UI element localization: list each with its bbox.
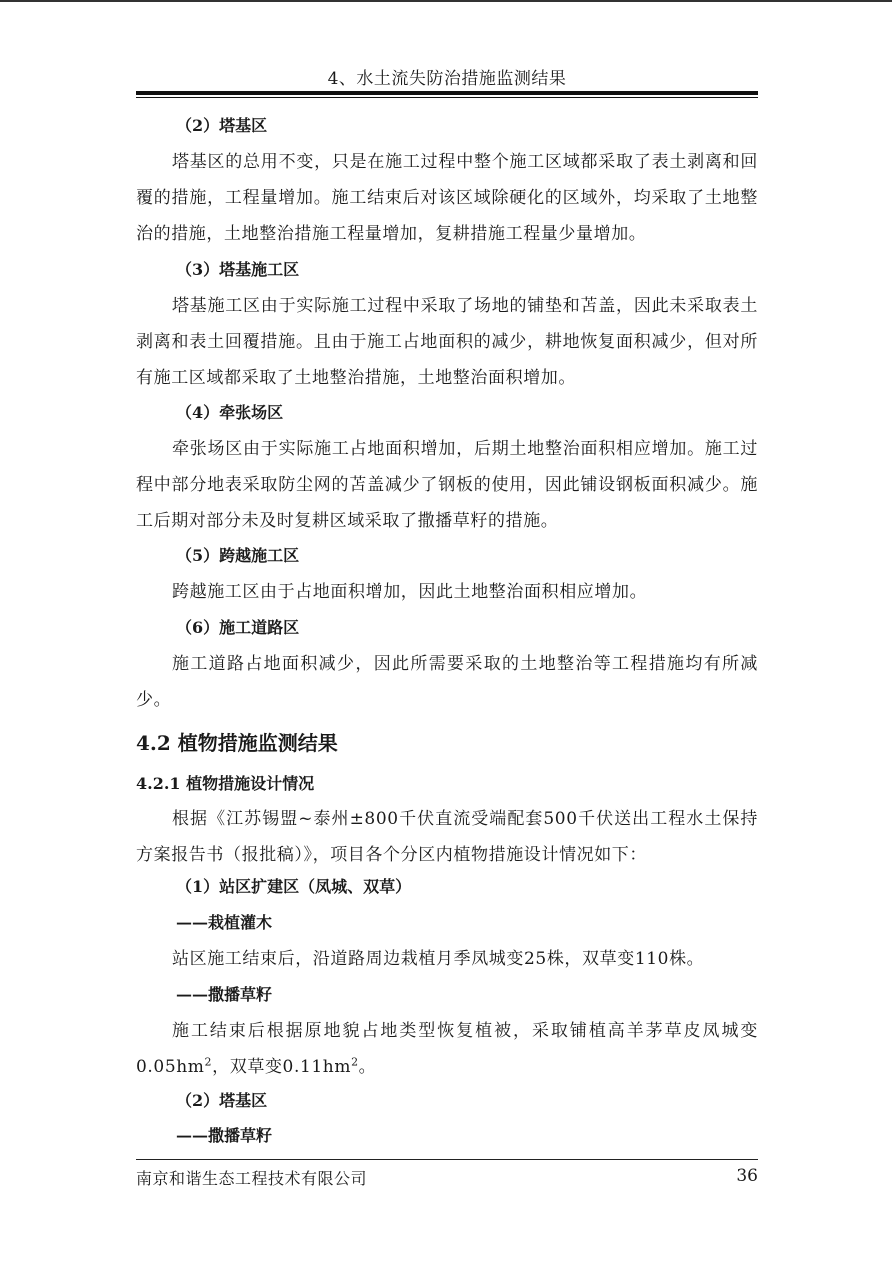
tower-base-title: （2）塔基区 (176, 1091, 268, 1110)
section-road-title: （6）施工道路区 (176, 618, 300, 637)
unit-superscript: 2 (204, 1055, 213, 1069)
heading-4-2: 4.2 植物措施监测结果 (136, 731, 338, 755)
station-shrub-label: ——栽植灌木 (176, 913, 273, 932)
header-rule-thin (136, 97, 758, 98)
heading-4-2-1: 4.2.1 植物措施设计情况 (136, 774, 315, 793)
header-rule-thick (136, 91, 758, 95)
unit-superscript: 2 (351, 1055, 359, 1069)
section-tower-base-text: 塔基区的总用不变，只是在施工过程中整个施工区域都采取了表土剥离和回覆的措施，工程量增加。施工结束后对该区域除硬化的区域外，均采取了土地整治的措施，土地整治措施工程量增加，复耕措施工程量少量增加。 (136, 152, 758, 244)
section-tension-field-title: （4）牵张场区 (176, 403, 284, 422)
intro-paragraph: 根据《江苏锡盟~泰州±800千伏直流受端配套500千伏送出工程水土保持方案报告书（报批稿）》，项目各个分区内植物措施设计情况如下： (136, 809, 758, 865)
section-crossing-text: 跨越施工区由于占地面积增加，因此土地整治面积相应增加。 (172, 582, 648, 602)
running-header: 4、水土流失防治措施监测结果 (327, 69, 567, 89)
section-tension-field-text: 牵张场区由于实际施工占地面积增加，后期土地整治面积相应增加。施工过程中部分地表采取防尘网的苫盖减少了钢板的使用，因此铺设钢板面积减少。施工后期对部分未及时复耕区域采取了撒播草籽的措施。 (136, 439, 758, 531)
section-tower-construction-title: （3）塔基施工区 (176, 260, 300, 279)
section-road-text: 施工道路占地面积减少，因此所需要采取的土地整治等工程措施均有所减少。 (136, 654, 758, 710)
station-shrub-text: 站区施工结束后，沿道路周边栽植月季凤城变25株，双草变110株。 (172, 949, 705, 969)
page-top-edge (0, 0, 892, 2)
station-grass-label: ——撒播草籽 (176, 985, 273, 1004)
station-grass-text: 施工结束后根据原地貌占地类型恢复植被，采取铺植高羊茅草皮凤城变$0.05hm^2$，双草变$0.11hm^2$。 (136, 1021, 758, 1077)
section-tower-base-title: （2）塔基区 (176, 116, 268, 135)
tower-grass-label: ——撒播草籽 (176, 1126, 273, 1145)
footer-company: 南京和谐生态工程技术有限公司 (136, 1169, 368, 1188)
page-number: 36 (736, 1166, 758, 1186)
section-tower-construction-text: 塔基施工区由于实际施工过程中采取了场地的铺垫和苫盖，因此未采取表土剥离和表土回覆措施。且由于施工占地面积的减少，耕地恢复面积减少，但对所有施工区域都采取了土地整治措施，土地整治面积增加。 (136, 296, 758, 388)
footer-rule (136, 1159, 758, 1160)
section-crossing-title: （5）跨越施工区 (176, 546, 300, 565)
station-expansion-title: （1）站区扩建区（凤城、双草） (176, 877, 412, 896)
